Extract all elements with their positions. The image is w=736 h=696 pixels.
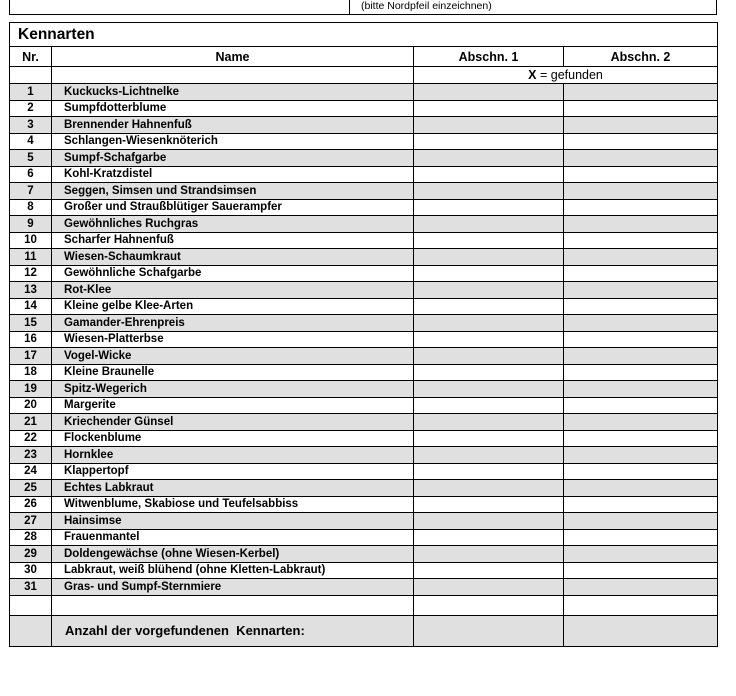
abschnitt-1-cell (414, 183, 564, 200)
species-name-cell: Gamander-Ehrenpreis (52, 315, 414, 332)
species-name-cell: Großer und Straußblütiger Sauerampfer (52, 199, 414, 216)
table-row (10, 133, 718, 150)
abschnitt-1-cell (414, 348, 564, 365)
abschnitt-1-cell (414, 546, 564, 563)
row-number-cell: 29 (10, 546, 52, 563)
table-row (10, 480, 718, 497)
table-row (10, 546, 718, 563)
abschnitt-2-cell (564, 348, 718, 365)
abschnitt-1-cell (414, 480, 564, 497)
table-row (10, 166, 718, 183)
abschnitt-2-cell (564, 282, 718, 299)
table-row (10, 496, 718, 513)
abschnitt-2-cell (564, 315, 718, 332)
row-number-cell: 13 (10, 282, 52, 299)
row-number-cell: 23 (10, 447, 52, 464)
abschnitt-1-cell (414, 315, 564, 332)
abschnitt-1-cell (414, 463, 564, 480)
abschnitt-1-cell (414, 150, 564, 167)
abschnitt-2-cell (564, 216, 718, 233)
row-number-cell: 5 (10, 150, 52, 167)
north-arrow-note: (bitte Nordpfeil einzeichnen) (361, 0, 492, 12)
abschnitt-2-cell (564, 84, 718, 101)
species-name-cell: Hainsimse (52, 513, 414, 530)
header-name: Name (52, 47, 414, 67)
row-number-cell: 24 (10, 463, 52, 480)
spacer-abschnitt-2-cell (564, 595, 718, 615)
spacer-name-cell (52, 595, 414, 615)
table-row (10, 364, 718, 381)
row-number-cell: 12 (10, 265, 52, 282)
species-name-cell: Labkraut, weiß blühend (ohne Kletten-Labkraut) (52, 562, 414, 579)
table-row (10, 430, 718, 447)
row-number-cell: 22 (10, 430, 52, 447)
row-number-cell: 25 (10, 480, 52, 497)
legend-name-cell (52, 67, 414, 84)
species-name-cell: Spitz-Wegerich (52, 381, 414, 398)
abschnitt-1-cell (414, 232, 564, 249)
abschnitt-1-cell (414, 100, 564, 117)
table-row (10, 414, 718, 431)
row-number-cell: 16 (10, 331, 52, 348)
footer-count-abschnitt-2 (564, 615, 718, 646)
table-row (10, 199, 718, 216)
row-number-cell: 7 (10, 183, 52, 200)
table-row (10, 315, 718, 332)
abschnitt-2-cell (564, 117, 718, 134)
header-abschnitt-2: Abschn. 2 (564, 47, 718, 67)
abschnitt-2-cell (564, 298, 718, 315)
abschnitt-2-cell (564, 381, 718, 398)
species-name-cell: Kuckucks-Lichtnelke (52, 84, 414, 101)
abschnitt-2-cell (564, 529, 718, 546)
abschnitt-2-cell (564, 430, 718, 447)
abschnitt-2-cell (564, 331, 718, 348)
row-number-cell: 1 (10, 84, 52, 101)
species-name-cell: Gras- und Sumpf-Sternmiere (52, 579, 414, 596)
header-nr: Nr. (10, 47, 52, 67)
row-number-cell: 17 (10, 348, 52, 365)
species-name-cell: Schlangen-Wiesenknöterich (52, 133, 414, 150)
abschnitt-1-cell (414, 513, 564, 530)
abschnitt-2-cell (564, 249, 718, 266)
abschnitt-2-cell (564, 480, 718, 497)
legend-symbol: X (528, 68, 537, 82)
species-name-cell: Rot-Klee (52, 282, 414, 299)
table-row (10, 84, 718, 101)
legend-meaning: = gefunden (539, 68, 603, 82)
abschnitt-2-cell (564, 265, 718, 282)
abschnitt-1-cell (414, 579, 564, 596)
species-name-cell: Klappertopf (52, 463, 414, 480)
north-arrow-box (9, 0, 717, 15)
species-name-cell: Sumpfdotterblume (52, 100, 414, 117)
species-name-cell: Wiesen-Schaumkraut (52, 249, 414, 266)
species-name-cell: Sumpf-Schafgarbe (52, 150, 414, 167)
abschnitt-2-cell (564, 397, 718, 414)
species-name-cell: Flockenblume (52, 430, 414, 447)
row-number-cell: 14 (10, 298, 52, 315)
species-name-cell: Kriechender Günsel (52, 414, 414, 431)
abschnitt-2-cell (564, 546, 718, 563)
abschnitt-2-cell (564, 133, 718, 150)
species-name-cell: Doldengewächse (ohne Wiesen-Kerbel) (52, 546, 414, 563)
table-row (10, 447, 718, 464)
table-row (10, 463, 718, 480)
row-number-cell: 10 (10, 232, 52, 249)
species-name-cell: Scharfer Hahnenfuß (52, 232, 414, 249)
row-number-cell: 31 (10, 579, 52, 596)
abschnitt-1-cell (414, 381, 564, 398)
abschnitt-1-cell (414, 249, 564, 266)
row-number-cell: 20 (10, 397, 52, 414)
abschnitt-2-cell (564, 414, 718, 431)
species-name-cell: Kleine gelbe Klee-Arten (52, 298, 414, 315)
species-name-cell: Kleine Braunelle (52, 364, 414, 381)
species-name-cell: Echtes Labkraut (52, 480, 414, 497)
table-row (10, 529, 718, 546)
row-number-cell: 26 (10, 496, 52, 513)
abschnitt-1-cell (414, 397, 564, 414)
table-row (10, 298, 718, 315)
legend-text (414, 67, 718, 84)
abschnitt-1-cell (414, 414, 564, 431)
row-number-cell: 19 (10, 381, 52, 398)
footer-nr-cell (10, 615, 52, 646)
row-number-cell: 9 (10, 216, 52, 233)
species-name-cell: Brennender Hahnenfuß (52, 117, 414, 134)
abschnitt-1-cell (414, 265, 564, 282)
table-row (10, 381, 718, 398)
table-row (10, 397, 718, 414)
abschnitt-1-cell (414, 199, 564, 216)
header-abschnitt-1: Abschn. 1 (414, 47, 564, 67)
abschnitt-2-cell (564, 562, 718, 579)
abschnitt-1-cell (414, 282, 564, 299)
table-row (10, 579, 718, 596)
abschnitt-2-cell (564, 579, 718, 596)
abschnitt-1-cell (414, 562, 564, 579)
species-name-cell: Hornklee (52, 447, 414, 464)
title-row (10, 23, 718, 47)
row-number-cell: 4 (10, 133, 52, 150)
abschnitt-2-cell (564, 199, 718, 216)
abschnitt-1-cell (414, 529, 564, 546)
abschnitt-2-cell (564, 447, 718, 464)
row-number-cell: 3 (10, 117, 52, 134)
species-name-cell: Frauenmantel (52, 529, 414, 546)
row-number-cell: 18 (10, 364, 52, 381)
row-number-cell: 27 (10, 513, 52, 530)
species-rows (10, 84, 718, 596)
abschnitt-1-cell (414, 84, 564, 101)
abschnitt-2-cell (564, 463, 718, 480)
abschnitt-2-cell (564, 364, 718, 381)
footer-count-abschnitt-1 (414, 615, 564, 646)
table-row (10, 562, 718, 579)
abschnitt-2-cell (564, 166, 718, 183)
abschnitt-2-cell (564, 183, 718, 200)
species-name-cell: Gewöhnliche Schafgarbe (52, 265, 414, 282)
table-row (10, 183, 718, 200)
table-row (10, 216, 718, 233)
north-arrow-field (10, 0, 350, 14)
abschnitt-1-cell (414, 166, 564, 183)
spacer-row (10, 595, 718, 615)
legend-nr-cell (10, 67, 52, 84)
abschnitt-1-cell (414, 298, 564, 315)
species-name-cell: Seggen, Simsen und Strandsimsen (52, 183, 414, 200)
footer-label: Anzahl der vorgefundenen Kennarten: (52, 615, 414, 646)
abschnitt-2-cell (564, 496, 718, 513)
abschnitt-2-cell (564, 100, 718, 117)
species-name-cell: Wiesen-Platterbse (52, 331, 414, 348)
table-row (10, 282, 718, 299)
abschnitt-1-cell (414, 496, 564, 513)
table-row (10, 249, 718, 266)
abschnitt-1-cell (414, 447, 564, 464)
row-number-cell: 8 (10, 199, 52, 216)
row-number-cell: 11 (10, 249, 52, 266)
abschnitt-2-cell (564, 513, 718, 530)
abschnitt-2-cell (564, 232, 718, 249)
abschnitt-1-cell (414, 133, 564, 150)
table-row (10, 117, 718, 134)
species-name-cell: Witwenblume, Skabiose und Teufelsabbiss (52, 496, 414, 513)
page-title: Kennarten (10, 23, 718, 47)
table-row (10, 150, 718, 167)
row-number-cell: 30 (10, 562, 52, 579)
abschnitt-1-cell (414, 216, 564, 233)
abschnitt-2-cell (564, 150, 718, 167)
legend-row (10, 67, 718, 84)
abschnitt-1-cell (414, 364, 564, 381)
table-row (10, 100, 718, 117)
table-row (10, 513, 718, 530)
row-number-cell: 6 (10, 166, 52, 183)
species-name-cell: Margerite (52, 397, 414, 414)
table-row (10, 265, 718, 282)
table-row (10, 348, 718, 365)
abschnitt-1-cell (414, 430, 564, 447)
species-name-cell: Gewöhnliches Ruchgras (52, 216, 414, 233)
abschnitt-1-cell (414, 331, 564, 348)
species-name-cell: Vogel-Wicke (52, 348, 414, 365)
column-header-row (10, 47, 718, 67)
row-number-cell: 2 (10, 100, 52, 117)
species-name-cell: Kohl-Kratzdistel (52, 166, 414, 183)
kennarten-table (9, 22, 718, 647)
table-row (10, 331, 718, 348)
spacer-nr-cell (10, 595, 52, 615)
table-row (10, 232, 718, 249)
row-number-cell: 21 (10, 414, 52, 431)
footer-row (10, 615, 718, 646)
spacer-abschnitt-1-cell (414, 595, 564, 615)
abschnitt-1-cell (414, 117, 564, 134)
row-number-cell: 28 (10, 529, 52, 546)
row-number-cell: 15 (10, 315, 52, 332)
